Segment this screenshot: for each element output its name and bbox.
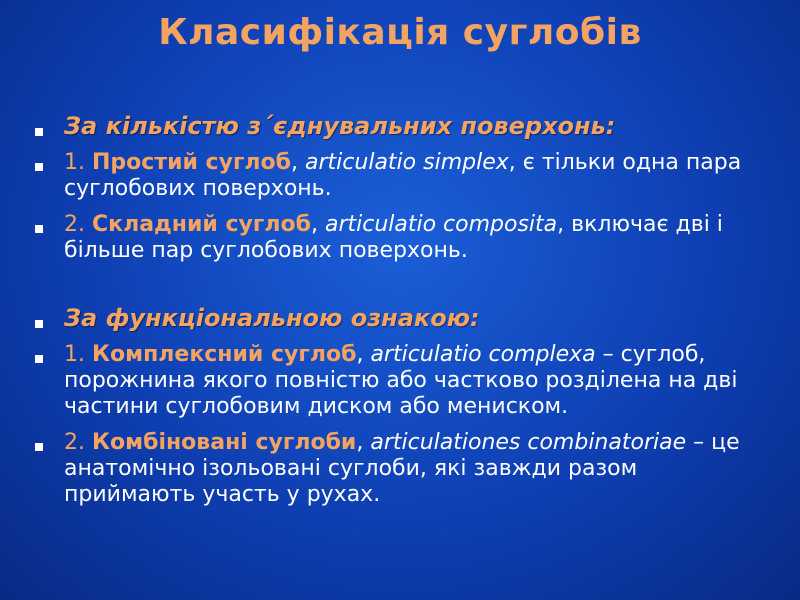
section-heading-joint-surfaces xyxy=(32,112,772,140)
item-number: 2. xyxy=(64,212,85,237)
item-number: 1. xyxy=(64,150,85,175)
item-latin-term: articulatio complexa xyxy=(370,342,596,367)
item-number: 1. xyxy=(64,342,85,367)
item-separator: , xyxy=(356,342,371,367)
item-description: – суглоб, порожнина якого повністю або частково розділена на дві частини суглобовим диском або мениском. xyxy=(64,342,738,419)
item-latin-term: articulatio composita xyxy=(324,212,558,237)
item-term: Простий суглоб xyxy=(92,150,292,175)
item-description: , є тільки одна пара суглобових поверхонь. xyxy=(64,150,742,201)
section-heading-function xyxy=(32,304,772,332)
item-description: , включає дві і більше пар суглобових поверхонь. xyxy=(64,212,723,263)
item-term: Комплексний суглоб xyxy=(92,342,357,367)
list-item-combined-joints xyxy=(32,430,772,508)
section-heading-text: За кількістю з´єднувальних поверхонь: xyxy=(64,112,616,140)
item-term: Комбіновані суглоби xyxy=(92,430,357,455)
item-separator: , xyxy=(310,212,325,237)
list-item-composite-joint xyxy=(32,212,772,264)
slide-title: Класифікація суглобів xyxy=(158,12,642,53)
item-latin-term: articulationes combinatoriae xyxy=(370,430,687,455)
item-description: – це анатомічно ізольовані суглоби, які завжди разом приймають участь у рухах. xyxy=(64,430,740,507)
item-number: 2. xyxy=(64,430,85,455)
item-term: Складний суглоб xyxy=(92,212,311,237)
section-heading-text: За функціональною ознакою: xyxy=(64,304,480,332)
item-latin-term: articulatio simplex xyxy=(305,150,509,175)
bullet-list xyxy=(32,112,772,518)
item-separator: , xyxy=(291,150,306,175)
item-separator: , xyxy=(356,430,371,455)
list-item-complex-joint xyxy=(32,342,772,420)
list-item-simple-joint xyxy=(32,150,772,202)
